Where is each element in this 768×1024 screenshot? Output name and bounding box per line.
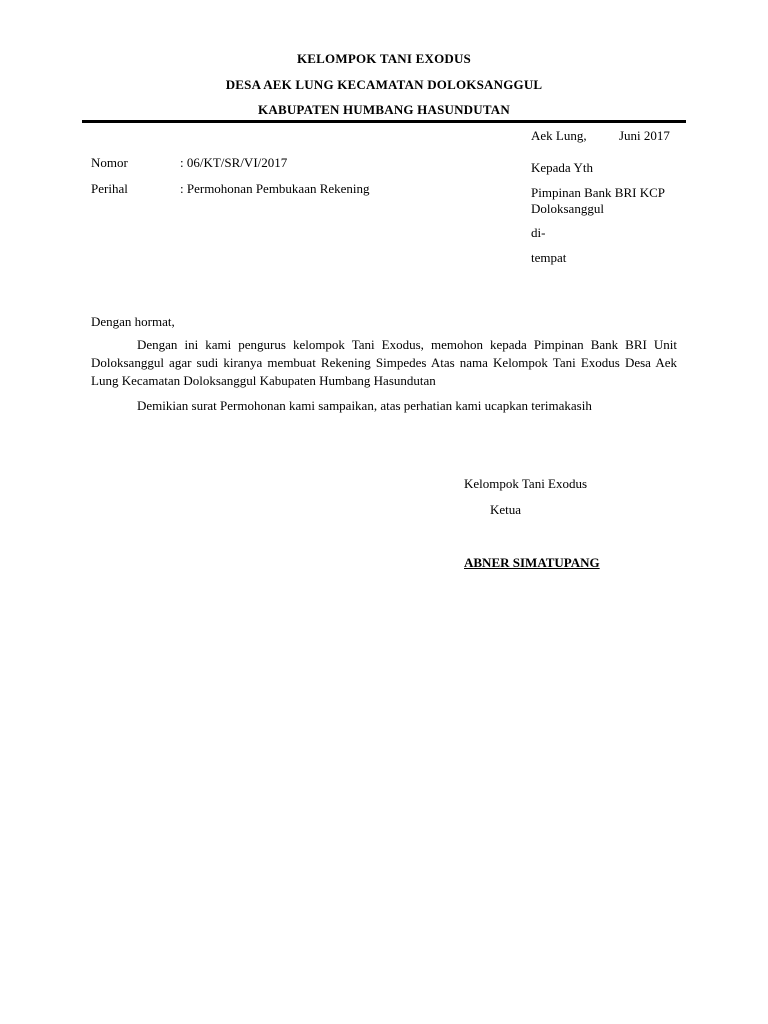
body-paragraph-2: Demikian surat Permohonan kami sampaikan, atas perhatian kami ucapkan terimakasih <box>137 398 592 413</box>
letter-place: Aek Lung, <box>531 128 587 143</box>
greeting: Dengan hormat, <box>91 314 175 329</box>
signature-name: ABNER SIMATUPANG <box>464 555 600 570</box>
recipient-di: di- <box>531 225 546 240</box>
recipient-name-line2: Doloksanggul <box>531 201 604 216</box>
recipient-salutation: Kepada Yth <box>531 160 593 175</box>
nomor-value: : 06/KT/SR/VI/2017 <box>180 155 288 170</box>
nomor-label: Nomor <box>91 155 128 170</box>
body-paragraph-1: Dengan ini kami pengurus kelompok Tani Exodus, memohon kepada Pimpinan Bank BRI Unit Doloksanggul agar sudi kiranya membuat Rekening Simpedes Atas nama Kelompok Tani Exodus Desa Aek Lung Kecamatan Doloksanggul Kabupaten Humbang Hasundutan <box>91 337 677 388</box>
perihal-value: : Permohonan Pembukaan Rekening <box>180 181 370 196</box>
perihal-label: Perihal <box>91 181 128 196</box>
letterhead-title: KELOMPOK TANI EXODUS <box>297 51 471 66</box>
recipient-tempat: tempat <box>531 250 567 265</box>
signature-org: Kelompok Tani Exodus <box>464 476 588 491</box>
letter-date: Juni 2017 <box>619 128 670 143</box>
letterhead-village: DESA AEK LUNG KECAMATAN DOLOKSANGGUL <box>225 77 543 92</box>
letterhead-regency: KABUPATEN HUMBANG HASUNDUTAN <box>258 102 510 117</box>
recipient-name-line1: Pimpinan Bank BRI KCP <box>531 185 665 200</box>
signature-role: Ketua <box>490 502 522 517</box>
letterhead-divider <box>82 120 686 123</box>
